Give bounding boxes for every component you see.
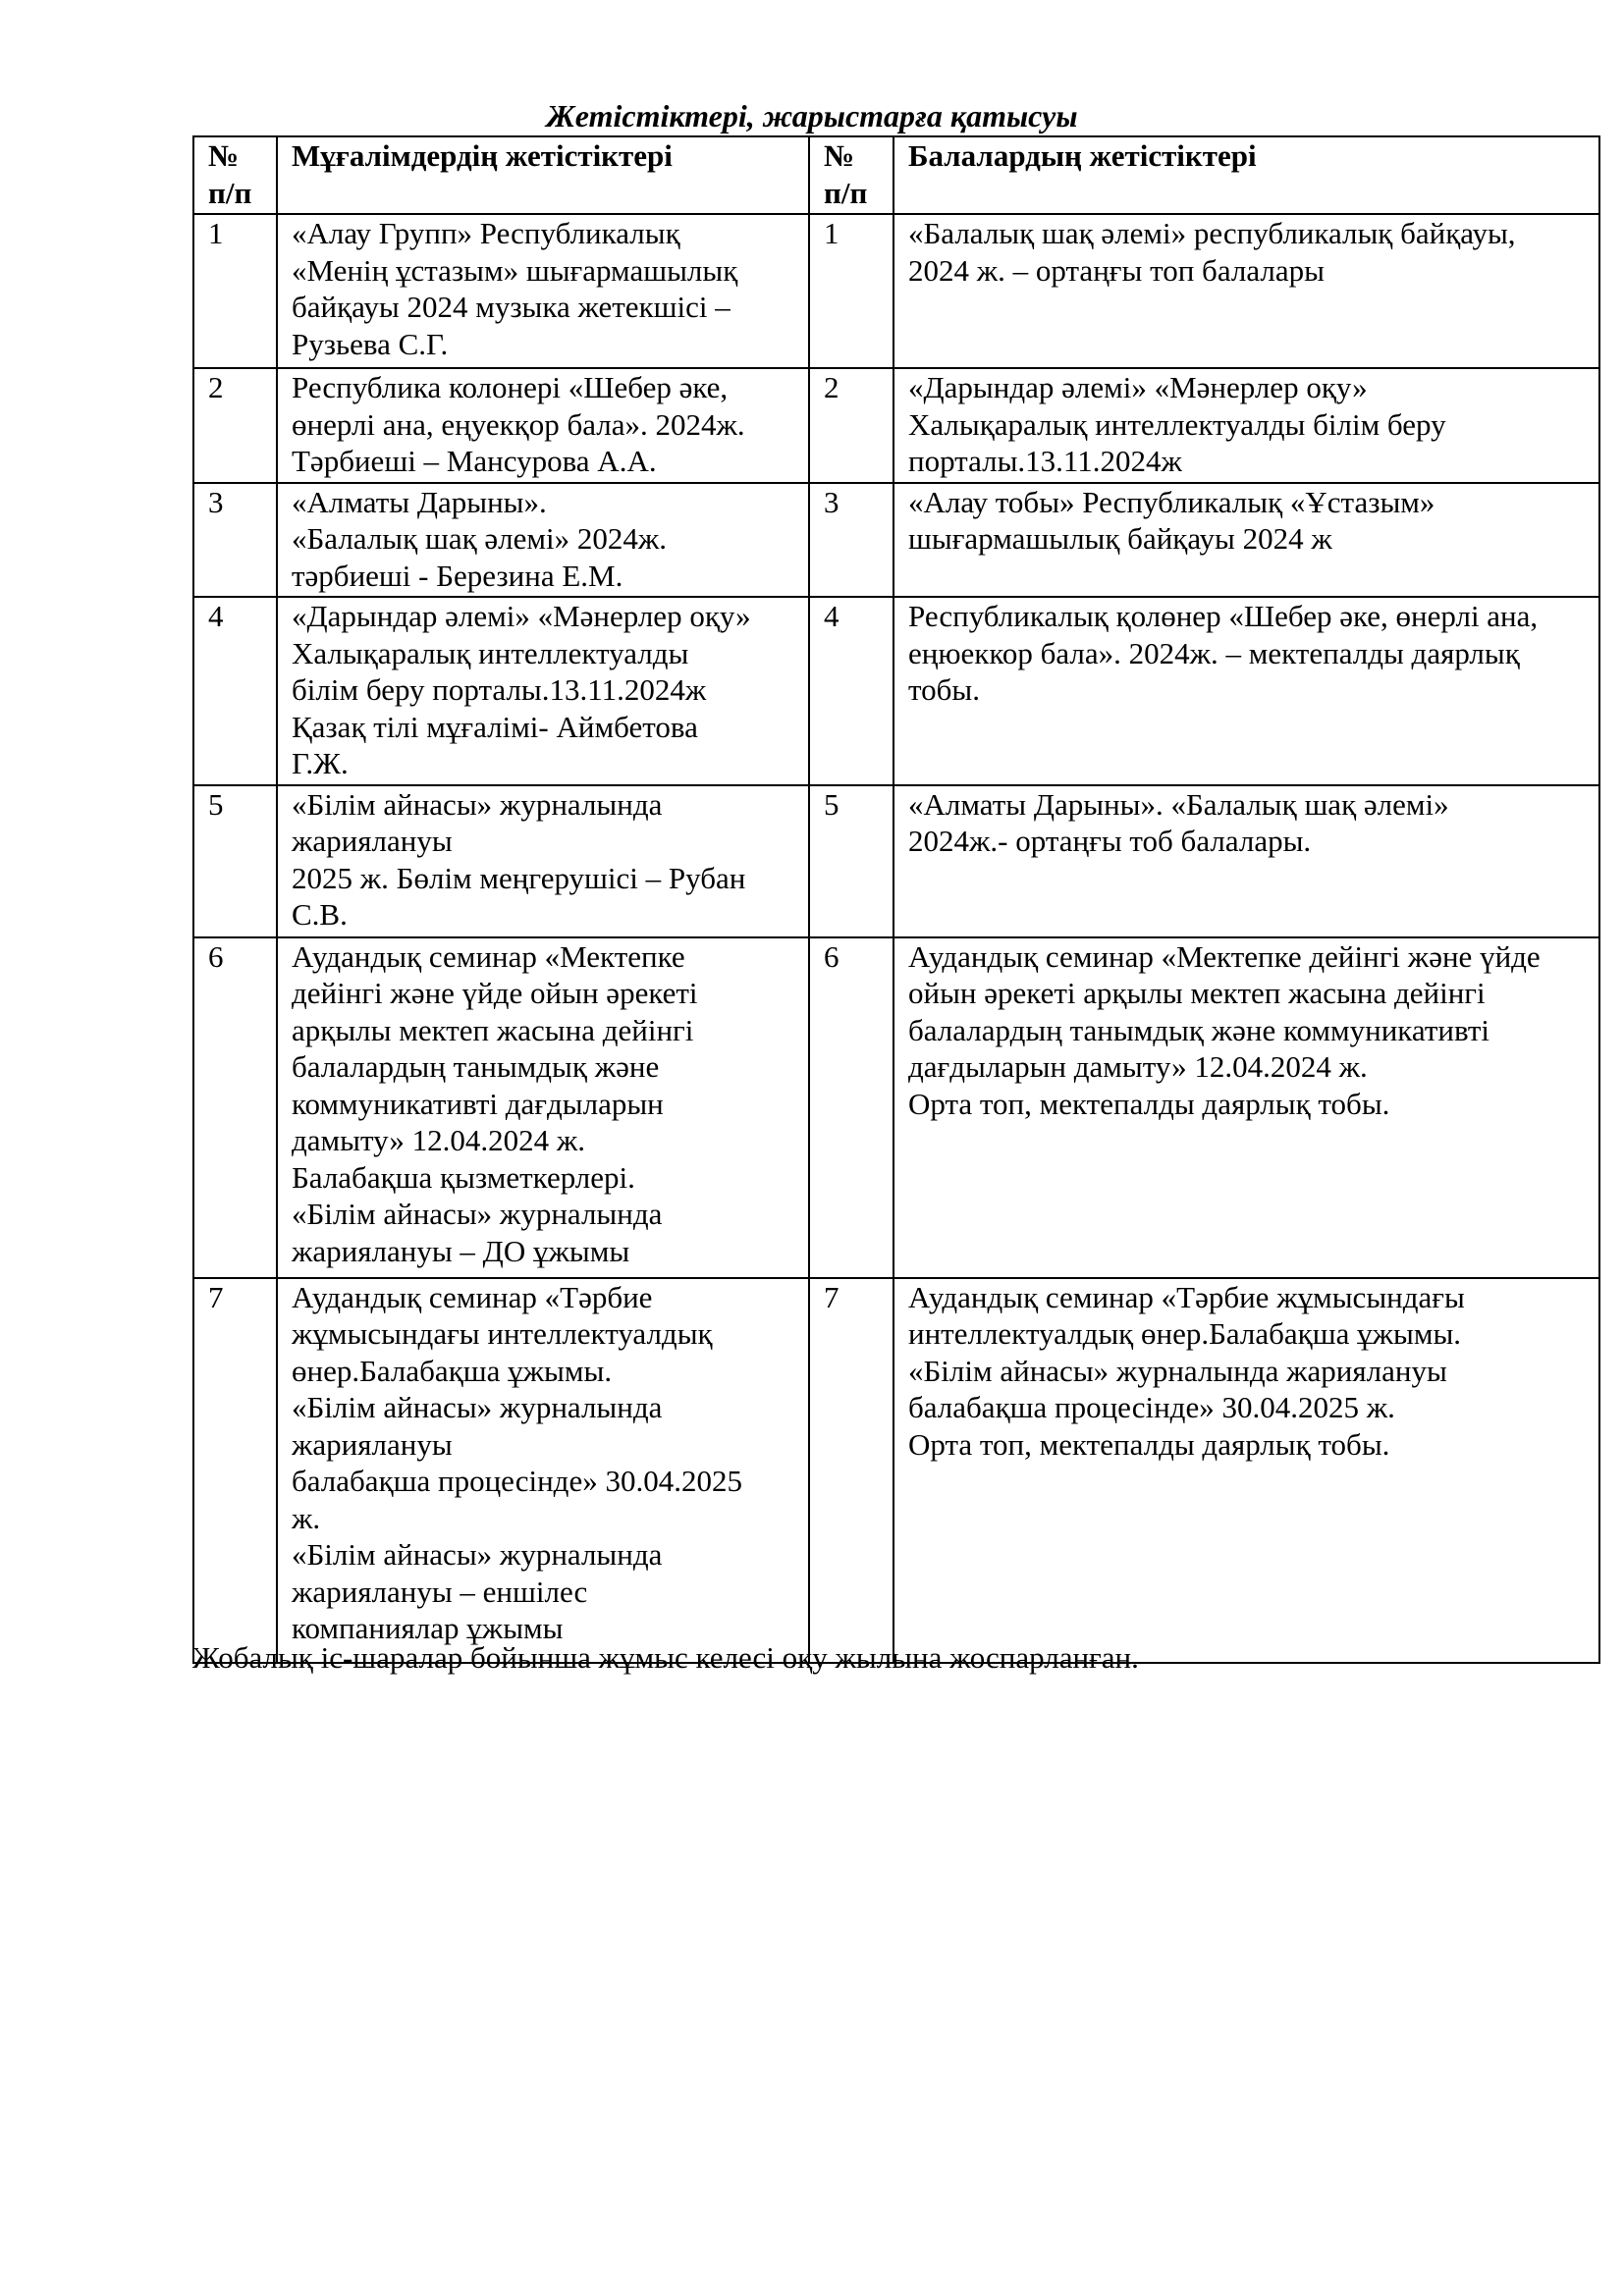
row-number-teacher [193, 1278, 277, 1663]
teacher-achievement-cell [277, 214, 809, 368]
cell-text-line: өнерлі ана, еңуекқор бала». 2024ж. [292, 406, 745, 442]
children-achievement-cell [893, 214, 1599, 368]
cell-text-line: Халықаралық интеллектуалды [292, 635, 689, 670]
header-children-label: Балалардың жетістіктері [908, 138, 1257, 173]
cell-text-line: байқауы 2024 музыка жетекшісі – [292, 290, 731, 324]
cell-text-line: Тәрбиеші – Мансурова А.А. [292, 444, 657, 478]
cell-text-line: «Балалық шақ әлемі» 2024ж. [292, 521, 668, 556]
row-number-teacher [193, 597, 277, 785]
cell-text-line: «Білім айнасы» журналында [292, 1537, 663, 1572]
header-num-children [809, 136, 893, 214]
header-num-abbrev: п/п [824, 175, 868, 210]
row-number: 5 [208, 786, 224, 822]
cell-text-line: порталы.13.11.2024ж [908, 444, 1182, 478]
cell-text-line: интеллектуалдық өнер.Балабақша ұжымы. [908, 1316, 1462, 1351]
teacher-achievement-cell [277, 597, 809, 785]
cell-text-line: «Білім айнасы» журналында [292, 1197, 663, 1231]
cell-text-line: жариялануы [292, 824, 453, 858]
row-number-children [809, 937, 893, 1278]
cell-text-line: Аудандық семинар «Тәрбие [292, 1279, 653, 1314]
cell-text-line: балабақша процесінде» 30.04.2025 ж. [908, 1390, 1395, 1424]
table-row [193, 785, 1599, 937]
cell-text-line: жариялануы – ДО ұжымы [292, 1233, 630, 1268]
row-number-children [809, 368, 893, 483]
header-teacher-label: Мұғалімдердің жетістіктері [292, 138, 673, 173]
cell-text-line: коммуникативті дағдыларын [292, 1086, 664, 1121]
row-number: 4 [208, 599, 224, 633]
teacher-achievement-cell [277, 1278, 809, 1663]
cell-text-line: компаниялар ұжымы [292, 1611, 564, 1645]
footer-note: Жобалық іс-шаралар бойынша жұмыс келесі оқу жылына жоспарланған. [192, 1640, 1139, 1675]
header-num-symbol: № [208, 138, 240, 173]
cell-text-line: «Білім айнасы» журналында [292, 786, 663, 822]
cell-text-line: дамыту» 12.04.2024 ж. [292, 1123, 586, 1157]
cell-text-line: «Балалық шақ әлемі» республикалық байқауы, [908, 216, 1516, 250]
table-row [193, 597, 1599, 785]
achievements-table [192, 135, 1600, 1664]
cell-text-line: Республикалық қолөнер «Шебер әке, өнерлі ана, [908, 599, 1539, 633]
cell-text-line: Орта топ, мектепалды даярлық тобы. [908, 1426, 1390, 1462]
cell-text-line: тәрбиеші - Березина Е.М. [292, 558, 623, 593]
children-achievement-cell [893, 937, 1599, 1278]
table-row [193, 1278, 1599, 1663]
cell-text-line: Аудандық семинар «Мектепке дейінгі және үйде [908, 938, 1541, 974]
cell-text-line: Халықаралық интеллектуалды білім беру [908, 406, 1446, 442]
row-number-teacher [193, 937, 277, 1278]
row-number-teacher [193, 785, 277, 937]
teacher-achievement-cell [277, 937, 809, 1278]
cell-text-line: балалардың танымдық және коммуникативті [908, 1012, 1489, 1047]
cell-text-line: ойын әрекеті арқылы мектеп жасына дейінгі [908, 976, 1486, 1010]
row-number-teacher [193, 483, 277, 598]
row-number: 6 [824, 938, 839, 974]
cell-text-line: «Дарындар әлемі» «Мәнерлер оқу» [292, 599, 751, 633]
cell-text-line: 2024ж.- ортаңғы тоб балалары. [908, 824, 1312, 858]
cell-text-line: «Алау Групп» Республикалық [292, 216, 680, 250]
row-number-children [809, 483, 893, 598]
cell-text-line: «Білім айнасы» журналында жариялануы [908, 1353, 1447, 1388]
cell-text-line: өнер.Балабақша ұжымы. [292, 1353, 613, 1388]
cell-text-line: дейінгі және үйде ойын әрекеті [292, 976, 698, 1010]
table-header-row [193, 136, 1599, 214]
children-achievement-cell [893, 483, 1599, 598]
cell-text-line: Республика колонері «Шебер әке, [292, 370, 729, 404]
table-row [193, 368, 1599, 483]
row-number: 1 [824, 216, 839, 250]
cell-text-line: жариялануы – еншілес [292, 1574, 588, 1609]
page-title: Жетістіктері, жарыстарға қатысуы [546, 98, 1078, 133]
cell-text-line: дағдыларын дамыту» 12.04.2024 ж. [908, 1049, 1368, 1084]
header-num-abbrev: п/п [208, 175, 252, 210]
table-body [193, 214, 1599, 1663]
cell-text-line: «Алматы Дарыны». «Балалық шақ әлемі» [908, 786, 1449, 822]
row-number: 7 [208, 1279, 224, 1314]
row-number: 5 [824, 786, 839, 822]
cell-text-line: балалардың танымдық және [292, 1049, 660, 1084]
cell-text-line: Аудандық семинар «Тәрбие жұмысындағы [908, 1279, 1465, 1314]
cell-text-line: «Білім айнасы» журналында [292, 1390, 663, 1424]
cell-text-line: ж. [292, 1500, 321, 1535]
cell-text-line: 2025 ж. Бөлім меңгерушісі – Рубан [292, 860, 746, 895]
cell-text-line: еңюеккор бала». 2024ж. – мектепалды даярлық [908, 635, 1520, 670]
cell-text-line: жариялануы [292, 1426, 453, 1462]
cell-text-line: «Алау тобы» Республикалық «Ұстазым» [908, 484, 1435, 519]
teacher-achievement-cell [277, 483, 809, 598]
row-number: 1 [208, 216, 224, 250]
row-number: 4 [824, 599, 839, 633]
cell-text-line: Балабақша қызметкерлері. [292, 1159, 635, 1195]
cell-text-line: балабақша процесінде» 30.04.2025 [292, 1464, 742, 1498]
row-number: 6 [208, 938, 224, 974]
row-number-teacher [193, 214, 277, 368]
children-achievement-cell [893, 597, 1599, 785]
cell-text-line: «Дарындар әлемі» «Мәнерлер оқу» [908, 370, 1368, 404]
cell-text-line: білім беру порталы.13.11.2024ж [292, 672, 707, 707]
row-number-children [809, 214, 893, 368]
table-row [193, 214, 1599, 368]
children-achievement-cell [893, 368, 1599, 483]
row-number: 2 [824, 370, 839, 404]
header-children-achievements [893, 136, 1599, 214]
teacher-achievement-cell [277, 785, 809, 937]
row-number: 7 [824, 1279, 839, 1314]
cell-text-line: жұмысындағы интеллектуалдық [292, 1316, 713, 1351]
cell-text-line: тобы. [908, 672, 980, 707]
cell-text-line: «Менің ұстазым» шығармашылық [292, 252, 738, 288]
cell-text-line: Аудандық семинар «Мектепке [292, 938, 685, 974]
cell-text-line: 2024 ж. – ортаңғы топ балалары [908, 252, 1325, 288]
teacher-achievement-cell [277, 368, 809, 483]
table-row [193, 937, 1599, 1278]
row-number: 3 [824, 484, 839, 519]
row-number-children [809, 785, 893, 937]
cell-text-line: шығармашылық байқауы 2024 ж [908, 521, 1332, 556]
cell-text-line: Рузьева С.Г. [292, 326, 449, 361]
cell-text-line: Орта топ, мектепалды даярлық тобы. [908, 1086, 1390, 1121]
cell-text-line: Г.Ж. [292, 746, 349, 780]
table-row [193, 483, 1599, 598]
header-teacher-achievements [277, 136, 809, 214]
children-achievement-cell [893, 1278, 1599, 1663]
row-number-teacher [193, 368, 277, 483]
row-number: 2 [208, 370, 224, 404]
cell-text-line: Қазақ тілі мұғалімі- Аймбетова [292, 709, 698, 744]
row-number-children [809, 1278, 893, 1663]
children-achievement-cell [893, 785, 1599, 937]
cell-text-line: С.В. [292, 897, 348, 932]
header-num-symbol: № [824, 138, 855, 173]
header-num-teacher [193, 136, 277, 214]
row-number: 3 [208, 484, 224, 519]
cell-text-line: «Алматы Дарыны». [292, 484, 547, 519]
cell-text-line: арқылы мектеп жасына дейінгі [292, 1012, 694, 1047]
row-number-children [809, 597, 893, 785]
